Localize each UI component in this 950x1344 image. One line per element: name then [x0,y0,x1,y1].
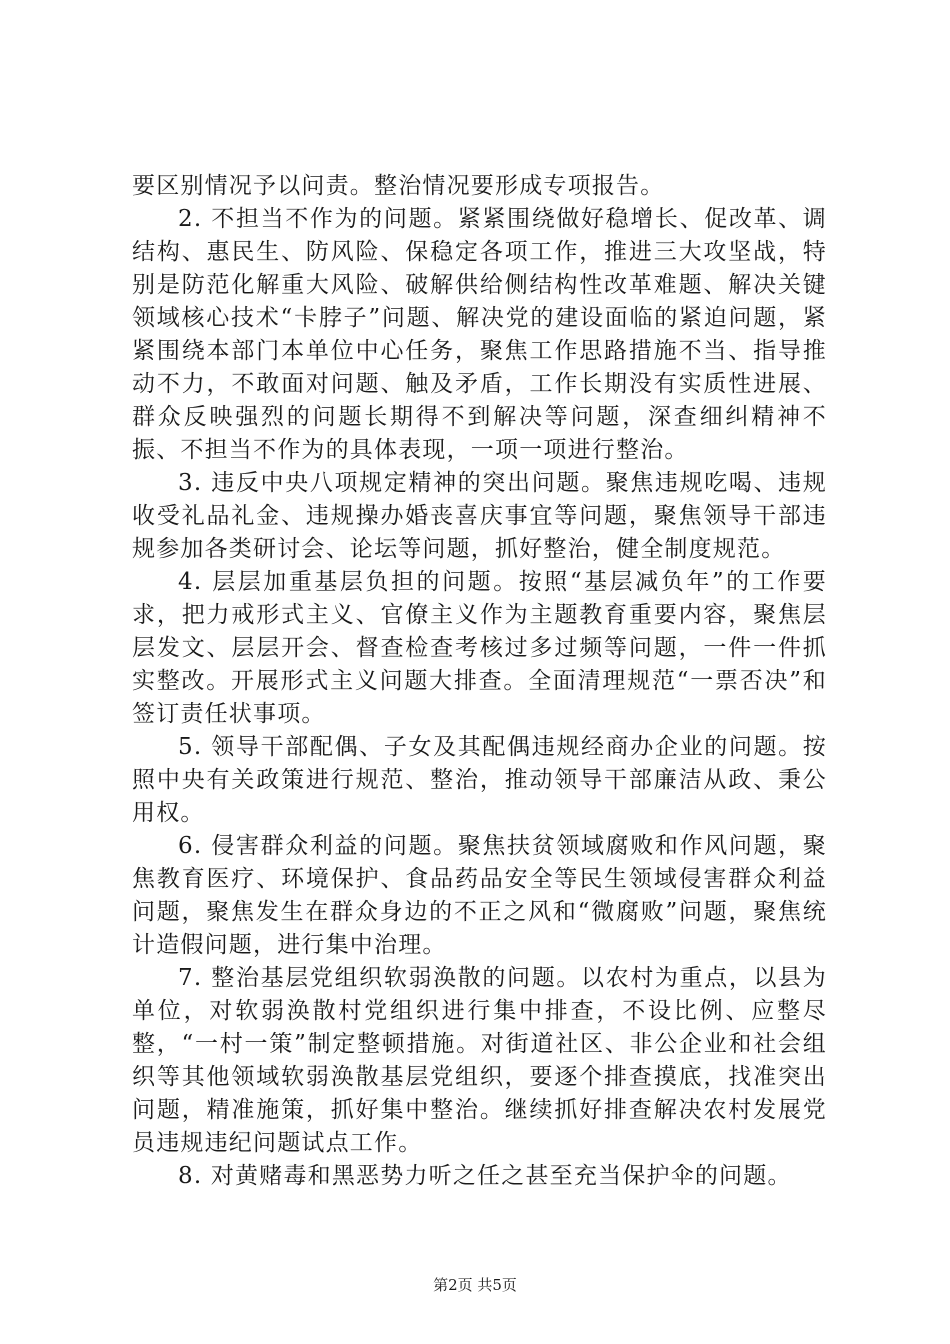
paragraph-item-4: 4. 层层加重基层负担的问题。按照“基层减负年”的工作要求，把力戒形式主义、官僚主义作为主题教育重要内容，聚焦层层发文、层层开会、督查检查考核过多过频等问题，一件一件抓实整改。开展形式主义问题大排查。全面清理规范“一票否决”和签订责任状事项。 [132,569,827,727]
paragraph-item-5: 5. 领导干部配偶、子女及其配偶违规经商办企业的问题。按照中央有关政策进行规范、整治，推动领导干部廉洁从政、秉公用权。 [132,734,827,826]
document-body [132,170,827,1193]
paragraph-item-6: 6. 侵害群众利益的问题。聚焦扶贫领域腐败和作风问题，聚焦教育医疗、环境保护、食品药品安全等民生领域侵害群众利益问题，聚焦发生在群众身边的不正之风和“微腐败”问题，聚焦统计造假问题，进行集中治理。 [132,833,827,958]
page-number: 第2页 共5页 [433,1276,517,1294]
paragraph-continuation: 要区别情况予以问责。整治情况要形成专项报告。 [132,173,665,199]
paragraph-item-8: 8. 对黄赌毒和黑恶势力听之任之甚至充当保护伞的问题。 [178,1163,792,1189]
paragraph-item-3: 3. 违反中央八项规定精神的突出问题。聚焦违规吃喝、违规收受礼品礼金、违规操办婚丧喜庆事宜等问题，聚焦领导干部违规参加各类研讨会、论坛等问题，抓好整治，健全制度规范。 [132,470,827,562]
paragraph-item-7: 7. 整治基层党组织软弱涣散的问题。以农村为重点，以县为单位，对软弱涣散村党组织进行集中排查，不设比例、应整尽整，“一村一策”制定整顿措施。对街道社区、非公企业和社会组织等其他领域软弱涣散基层党组织，要逐个排查摸底，找准突出问题，精准施策，抓好集中整治。继续抓好排查解决农村发展党员违规违纪问题试点工作。 [132,965,827,1156]
paragraph-item-2: 2. 不担当不作为的问题。紧紧围绕做好稳增长、促改革、调结构、惠民生、防风险、保稳定各项工作，推进三大攻坚战，特别是防范化解重大风险、破解供给侧结构性改革难题、解决关键领域核心技术“卡脖子”问题、解决党的建设面临的紧迫问题，紧紧围绕本部门本单位中心任务，聚焦工作思路措施不当、指导推动不力，不敢面对问题、触及矛盾，工作长期没有实质性进展、群众反映强烈的问题长期得不到解决等问题，深查细纠精神不振、不担当不作为的具体表现，一项一项进行整治。 [132,206,827,463]
